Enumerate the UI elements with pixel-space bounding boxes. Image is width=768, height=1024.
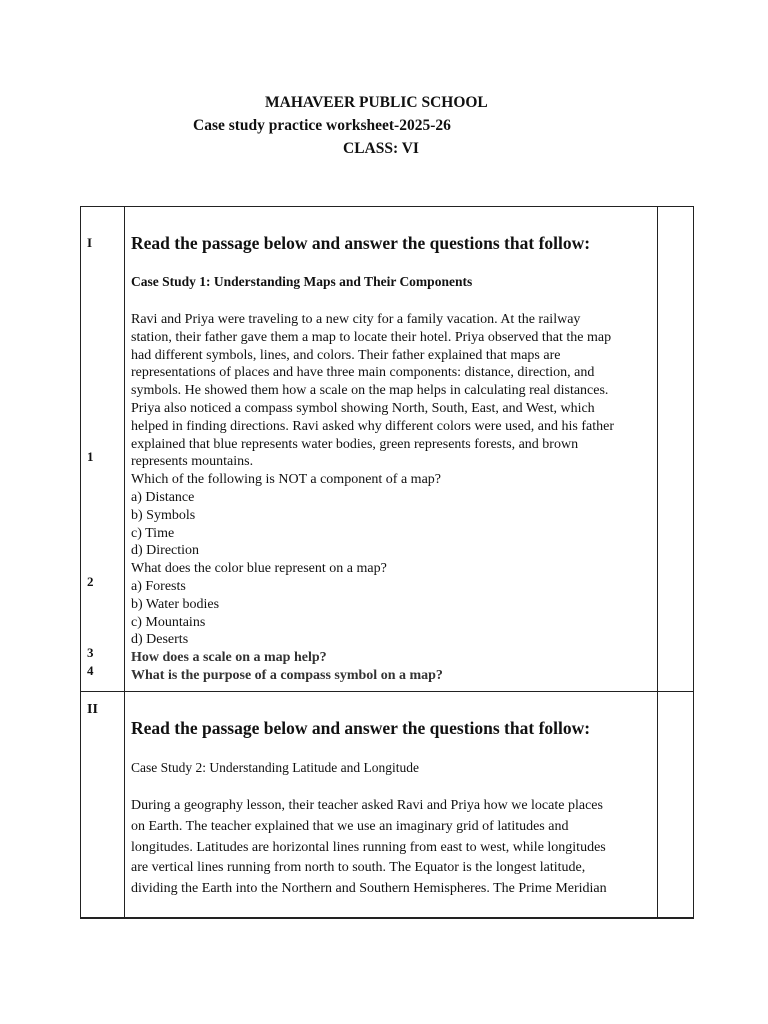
passage-line: explained that blue represents water bodies, green represents forests, and brown <box>131 436 579 452</box>
table-border-left <box>80 206 81 919</box>
question-2-option: a) Forests <box>131 578 186 594</box>
worksheet-title: Case study practice worksheet-2025-26 <box>193 117 451 134</box>
section-number-1: I <box>87 235 93 250</box>
question-1-option: b) Symbols <box>131 507 196 523</box>
section-number-2: II <box>87 702 98 717</box>
question-2-option: d) Deserts <box>131 632 189 648</box>
question-number-4: 4 <box>87 663 94 678</box>
case-study-2-passage <box>131 796 656 900</box>
table-divider-col1 <box>124 206 125 919</box>
question-number-3: 3 <box>87 645 94 660</box>
passage-line: helped in finding directions. Ravi asked why different colors were used, and his father <box>131 418 614 434</box>
question-2-text: What does the color blue represent on a map? <box>131 561 387 577</box>
question-1-option: d) Direction <box>131 543 200 559</box>
passage-line: are vertical lines running from north to south. The Equator is the longest latitude, <box>131 860 586 876</box>
case-study-1-passage <box>131 311 656 685</box>
table-row-divider <box>80 691 694 692</box>
table-border-top <box>80 206 694 207</box>
question-1-option: c) Time <box>131 525 175 541</box>
passage-line: station, their father gave them a map to locate their hotel. Priya observed that the map <box>131 329 612 345</box>
passage-line: on Earth. The teacher explained that we use an imaginary grid of latitudes and <box>131 818 569 834</box>
passage-line: symbols. He showed them how a scale on the map helps in calculating real distances. <box>131 383 609 399</box>
case-study-1-title: Case Study 1: Understanding Maps and Their Components <box>131 274 473 289</box>
question-number-2: 2 <box>87 574 94 589</box>
question-3-text: How does a scale on a map help? <box>131 650 327 666</box>
table-border-bottom <box>80 917 694 919</box>
section2-instruction: Read the passage below and answer the questions that follow: <box>131 718 591 738</box>
question-1-option: a) Distance <box>131 489 195 505</box>
passage-line: Priya also noticed a compass symbol showing North, South, East, and West, which <box>131 400 595 416</box>
case-study-2-title: Case Study 2: Understanding Latitude and Longitude <box>131 760 419 775</box>
class-label: CLASS: VI <box>343 140 419 157</box>
passage-line: longitudes. Latitudes are horizontal lines running from east to west, while longitudes <box>131 839 606 855</box>
passage-line: During a geography lesson, their teacher asked Ravi and Priya how we locate places <box>131 798 603 813</box>
passage-line: dividing the Earth into the Northern and Southern Hemispheres. The Prime Meridian <box>131 881 607 897</box>
school-name: MAHAVEER PUBLIC SCHOOL <box>265 94 488 111</box>
section1-instruction: Read the passage below and answer the questions that follow: <box>131 233 591 253</box>
question-2-option: b) Water bodies <box>131 596 220 612</box>
passage-line: represents mountains. <box>131 454 254 470</box>
passage-line: Ravi and Priya were traveling to a new city for a family vacation. At the railway <box>131 312 581 327</box>
passage-line: representations of places and have three main components: distance, direction, and <box>131 365 595 381</box>
passage-line: had different symbols, lines, and colors. Their father explained that maps are <box>131 347 561 363</box>
question-number-1: 1 <box>87 449 94 464</box>
table-border-right <box>693 206 694 919</box>
question-2-option: c) Mountains <box>131 614 206 630</box>
question-1-text: Which of the following is NOT a component of a map? <box>131 472 441 488</box>
question-4-text: What is the purpose of a compass symbol on a map? <box>131 667 443 683</box>
table-divider-col2 <box>657 206 658 919</box>
